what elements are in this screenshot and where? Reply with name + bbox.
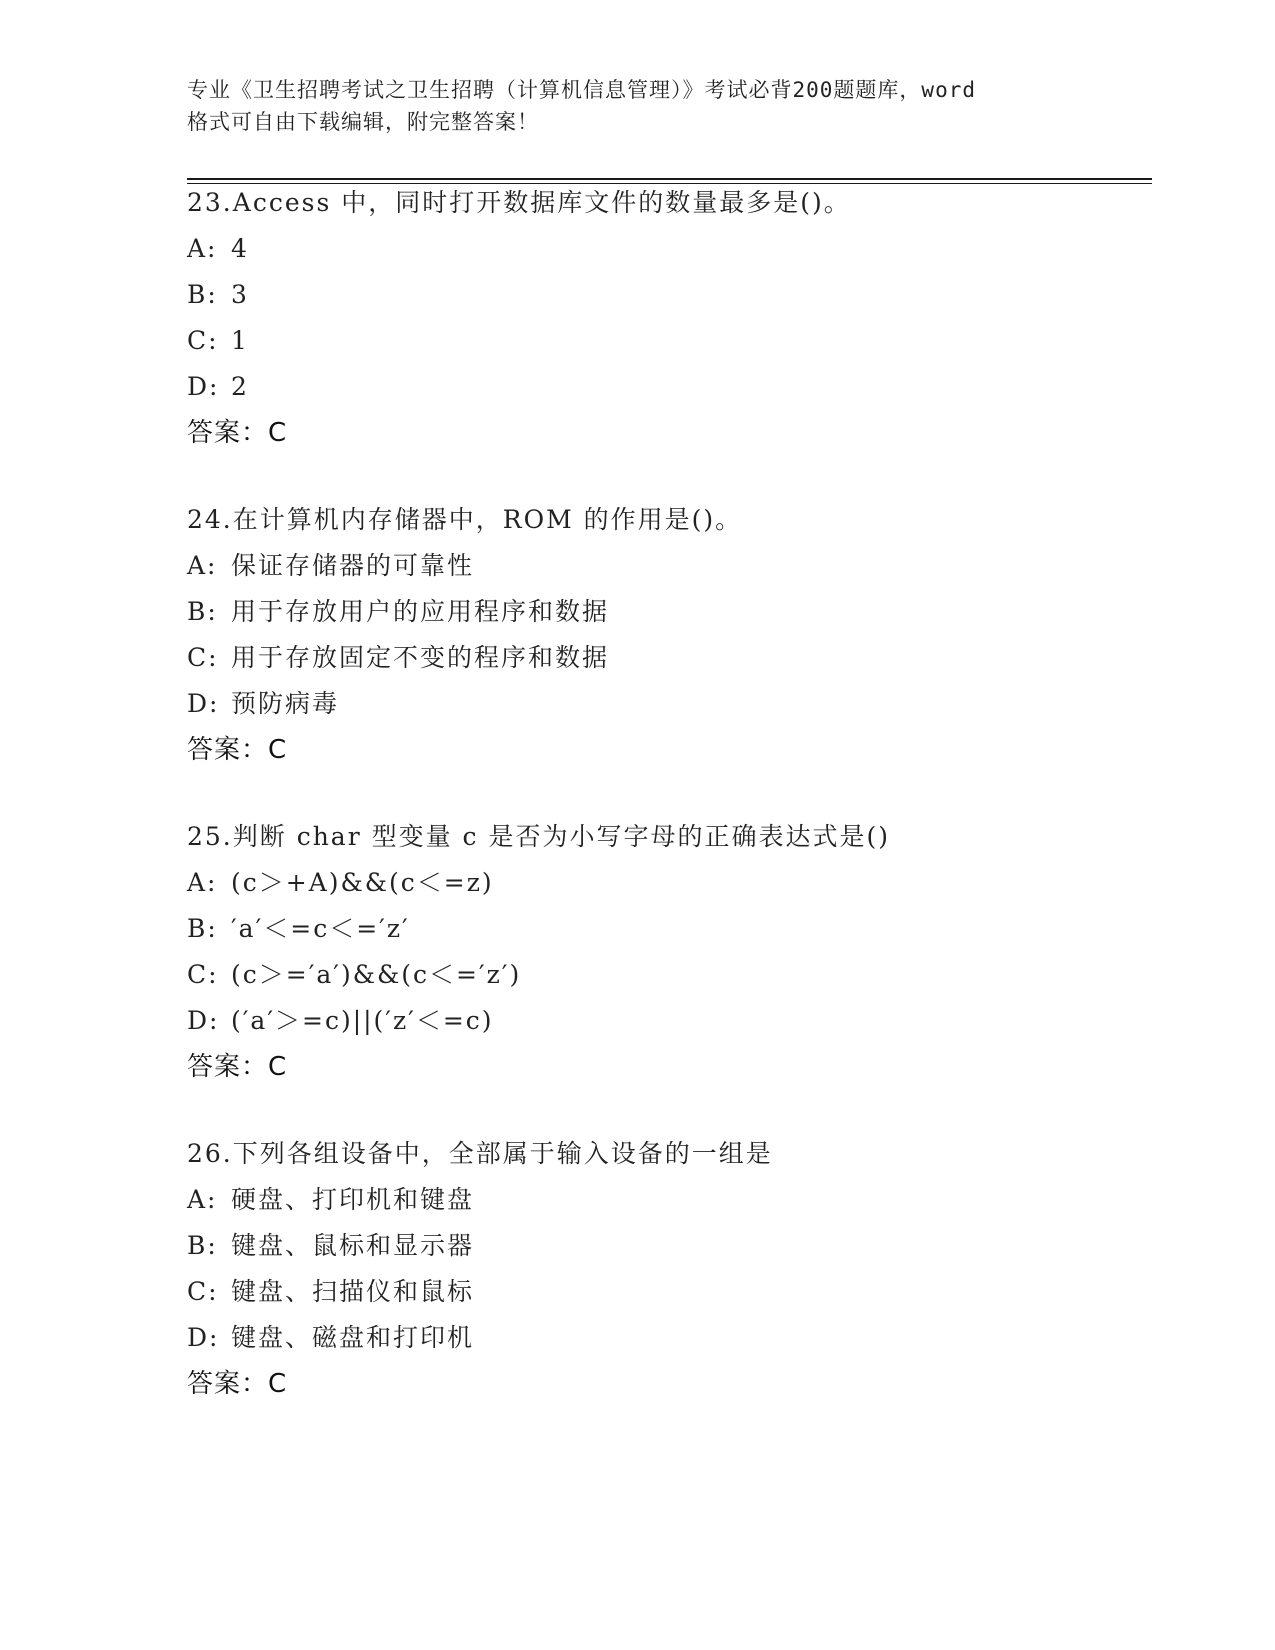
option-text: 3: [231, 280, 249, 309]
option-letter: C:: [187, 960, 219, 989]
option-text: 键盘、鼠标和显示器: [231, 1231, 475, 1260]
option-letter: C:: [187, 1277, 219, 1306]
option-text: (′a′＞=c)||(′z′＜=c): [231, 1006, 494, 1035]
option-letter: D:: [187, 1006, 220, 1035]
option-letter: A:: [187, 234, 218, 263]
option-d: [187, 364, 1147, 410]
option-b: [187, 272, 1147, 318]
question-25: [187, 814, 1147, 1090]
option-c: [187, 1269, 1147, 1315]
option-letter: D:: [187, 1323, 220, 1352]
option-b: [187, 906, 1147, 952]
header-line-1: 专业《卫生招聘考试之卫生招聘（计算机信息管理）》考试必背200题题库，word: [187, 78, 976, 102]
answer-line: 答案：C: [187, 418, 288, 448]
option-c: [187, 952, 1147, 998]
question-stem: 25.判断 char 型变量 c 是否为小写字母的正确表达式是(): [187, 822, 891, 851]
option-letter: D:: [187, 689, 220, 718]
option-letter: D:: [187, 372, 220, 401]
document-header: [187, 74, 1087, 138]
option-text: 硬盘、打印机和键盘: [231, 1185, 475, 1214]
option-d: [187, 1315, 1147, 1361]
answer-line: 答案：C: [187, 1369, 288, 1399]
option-text: 预防病毒: [231, 689, 340, 718]
option-b: [187, 589, 1147, 635]
option-text: 用于存放用户的应用程序和数据: [231, 597, 610, 626]
answer-line: 答案：C: [187, 1052, 288, 1082]
option-letter: B:: [187, 1231, 218, 1260]
option-letter: A:: [187, 551, 218, 580]
option-text: (c＞=′a′)&&(c＜=′z′): [231, 960, 522, 989]
question-24: [187, 497, 1147, 773]
option-letter: C:: [187, 326, 219, 355]
option-a: [187, 543, 1147, 589]
option-c: [187, 635, 1147, 681]
option-a: [187, 1177, 1147, 1223]
answer-line: 答案：C: [187, 735, 288, 765]
option-letter: C:: [187, 643, 219, 672]
option-text: 键盘、磁盘和打印机: [231, 1323, 475, 1352]
option-letter: A:: [187, 868, 218, 897]
question-stem: 26.下列各组设备中，全部属于输入设备的一组是: [187, 1139, 773, 1168]
option-text: 用于存放固定不变的程序和数据: [231, 643, 610, 672]
option-letter: B:: [187, 914, 218, 943]
option-b: [187, 1223, 1147, 1269]
option-text: 2: [231, 372, 249, 401]
option-a: [187, 226, 1147, 272]
question-stem: 23.Access 中，同时打开数据库文件的数量最多是()。: [187, 188, 851, 217]
option-letter: B:: [187, 280, 218, 309]
question-stem: 24.在计算机内存储器中，ROM 的作用是()。: [187, 505, 743, 534]
option-text: (c＞+A)&&(c＜=z): [231, 868, 494, 897]
option-a: [187, 860, 1147, 906]
option-d: [187, 998, 1147, 1044]
option-letter: B:: [187, 597, 218, 626]
option-text: 保证存储器的可靠性: [231, 551, 475, 580]
option-text: 键盘、扫描仪和鼠标: [231, 1277, 475, 1306]
question-23: [187, 180, 1147, 456]
option-text: 4: [231, 234, 249, 263]
option-c: [187, 318, 1147, 364]
option-text: ′a′＜=c＜=′z′: [231, 914, 410, 943]
option-letter: A:: [187, 1185, 218, 1214]
question-26: [187, 1131, 1147, 1407]
header-line-2: 格式可自由下载编辑，附完整答案！: [187, 110, 539, 134]
option-d: [187, 681, 1147, 727]
option-text: 1: [231, 326, 249, 355]
